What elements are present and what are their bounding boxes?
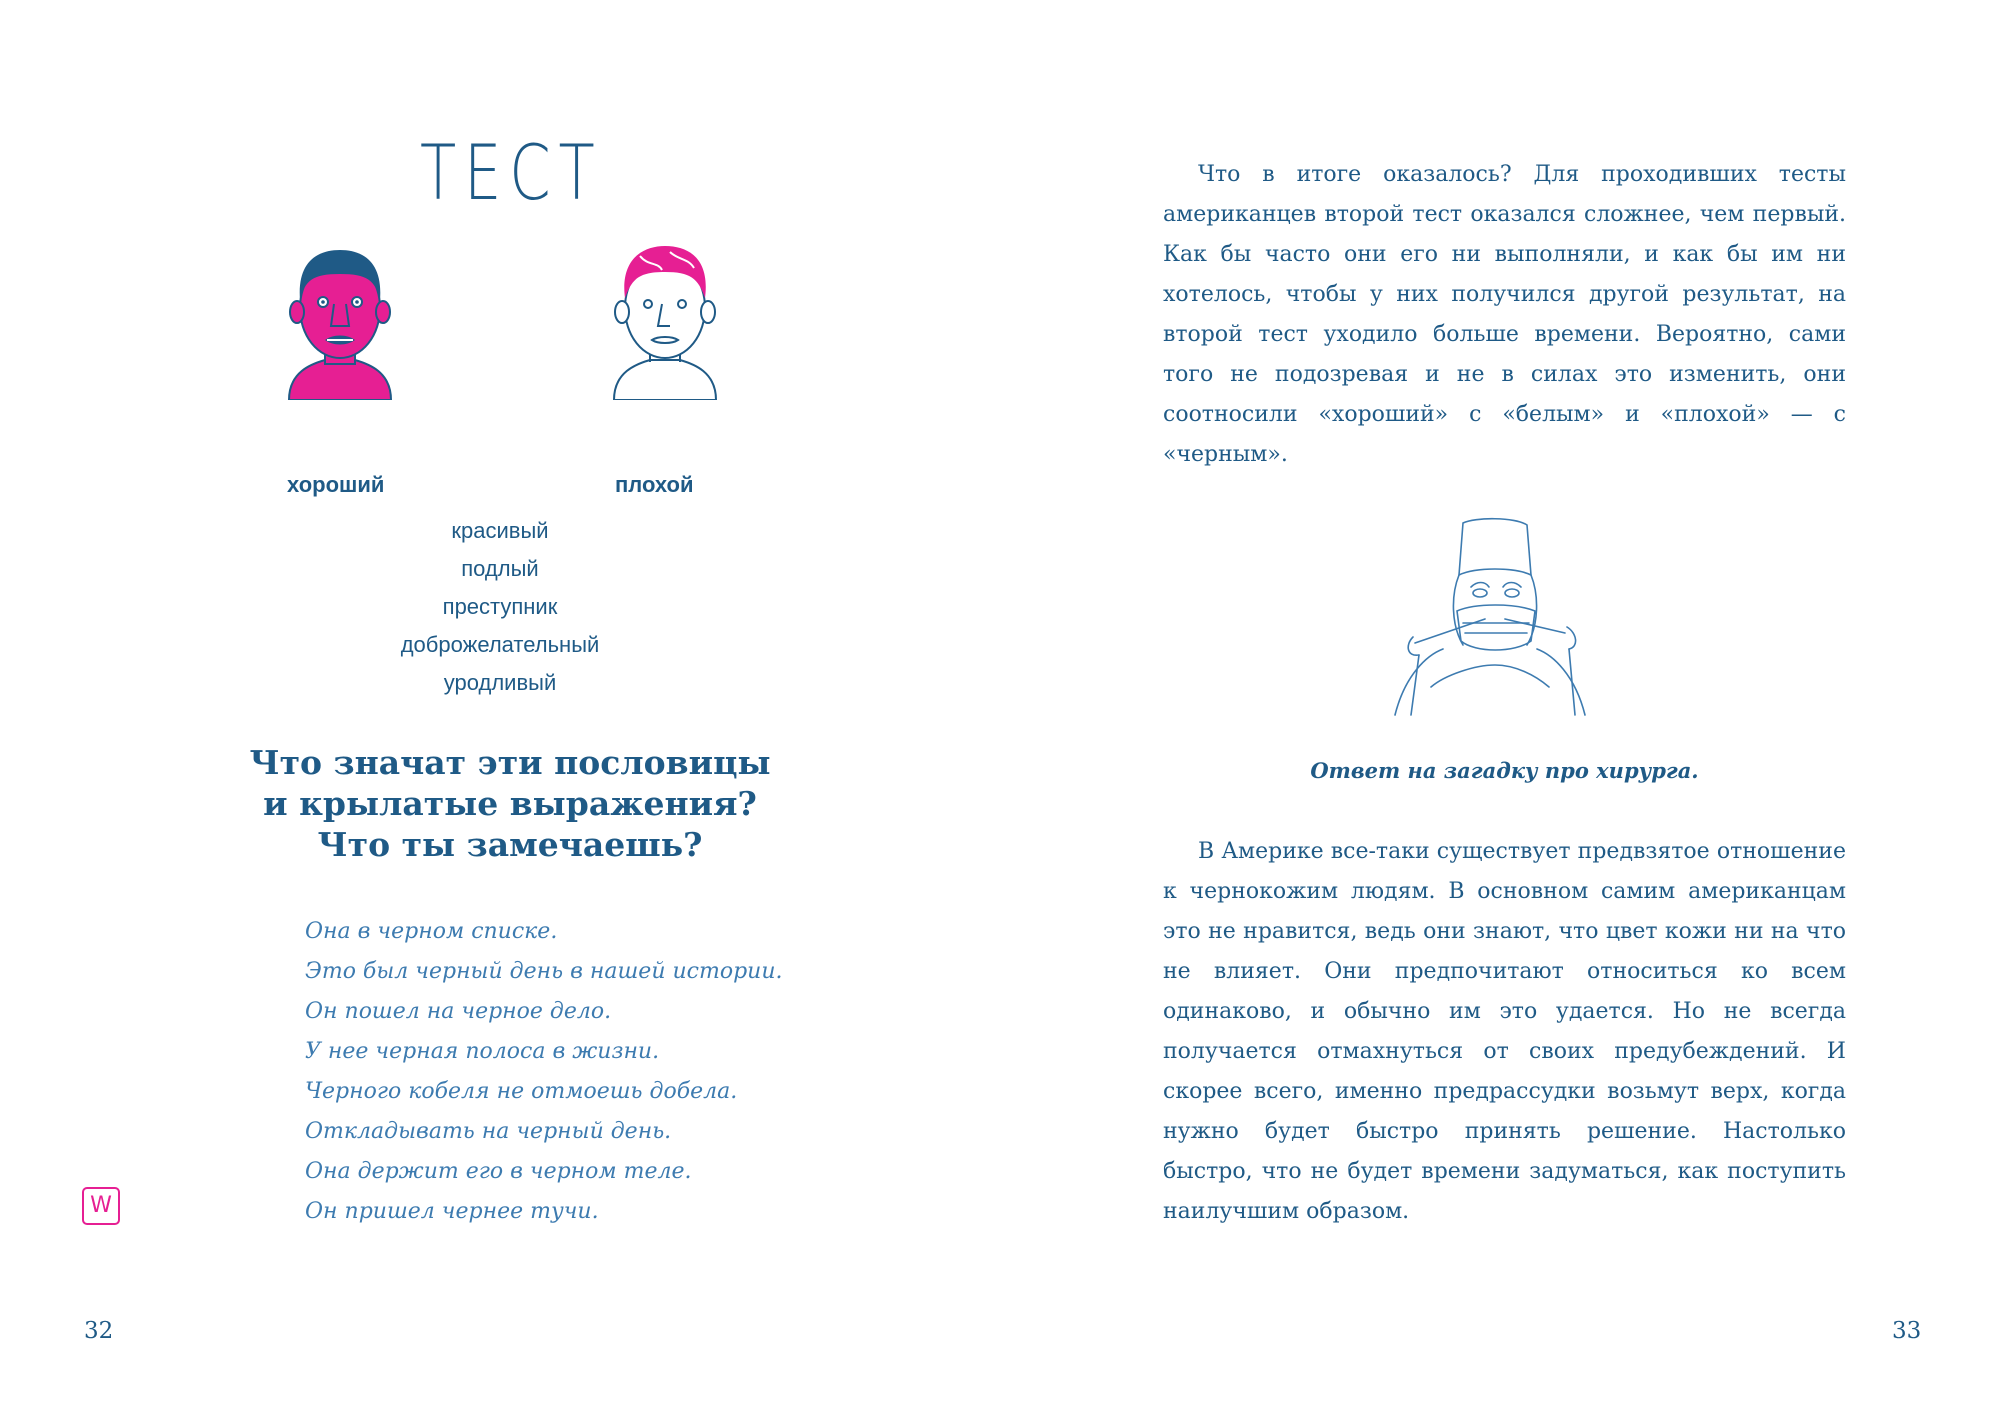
test-title: ТЕСТ xyxy=(420,128,603,217)
category-bad-label: плохой xyxy=(615,472,694,497)
proverb-item: Откладывать на черный день. xyxy=(305,1119,672,1144)
category-good-label: хороший xyxy=(287,472,385,497)
word-list xyxy=(300,512,700,702)
question-heading xyxy=(160,742,860,865)
proverb-item: Он пошел на черное дело. xyxy=(305,999,612,1024)
question-line: Что значат эти пословицы xyxy=(249,743,771,782)
good-face-illustration xyxy=(275,240,405,400)
proverb-item: Черного кобеля не отмоешь добела. xyxy=(305,1079,738,1104)
question-line: и крылатые выражения? xyxy=(263,784,757,823)
word-item: красивый xyxy=(451,518,549,543)
proverb-item: Это был черный день в нашей истории. xyxy=(305,959,783,984)
proverb-item: Он пришел чернее тучи. xyxy=(305,1199,599,1224)
proverb-item: У нее черная полоса в жизни. xyxy=(305,1039,660,1064)
w-badge: W xyxy=(82,1187,120,1225)
surgeon-sketch-illustration xyxy=(1375,515,1605,735)
paragraph-1: Что в итоге оказалось? Для проходивших тесты американцев второй тест оказался сложнее, чем первый. Как бы часто они его ни выполняли, и как бы им ни хотелось, чтобы у них получился другой результат, на второй тест уходило больше времени. Вероятно, сами того не подозревая и не в силах это изменить, они соотносили «хороший» с «белым» и «плохой» — с «черным». xyxy=(1163,162,1846,467)
image-caption: Ответ на загадку про хирурга. xyxy=(1310,758,1699,783)
paragraph-2: В Америке все-таки существует предвзятое отношение к чернокожим людям. В основном самим американцам это не нравится, ведь они знают, что цвет кожи ни на что не влияет. Они предпочитают относиться ко всем одинаково, и обычно им это удается. Но не всегда получается отмахнуться от своих предубеждений. И скорее всего, именно предрассудки возьмут верх, когда нужно будет быстро принять решение. Настолько быстро, что не будет времени задуматься, как поступить наилучшим образом. xyxy=(1163,839,1846,1224)
word-item: доброжелательный xyxy=(400,632,600,657)
word-item: подлый xyxy=(461,556,539,581)
question-line: Что ты замечаешь? xyxy=(317,825,703,864)
proverb-item: Она в черном списке. xyxy=(305,919,558,944)
page-number-left: 32 xyxy=(84,1318,114,1344)
page-number-right: 33 xyxy=(1892,1318,1922,1344)
word-item: уродливый xyxy=(443,670,557,695)
word-item: преступник xyxy=(442,594,558,619)
proverb-list xyxy=(305,912,905,1232)
proverb-item: Она держит его в черном теле. xyxy=(305,1159,692,1184)
bad-face-illustration xyxy=(600,240,730,400)
